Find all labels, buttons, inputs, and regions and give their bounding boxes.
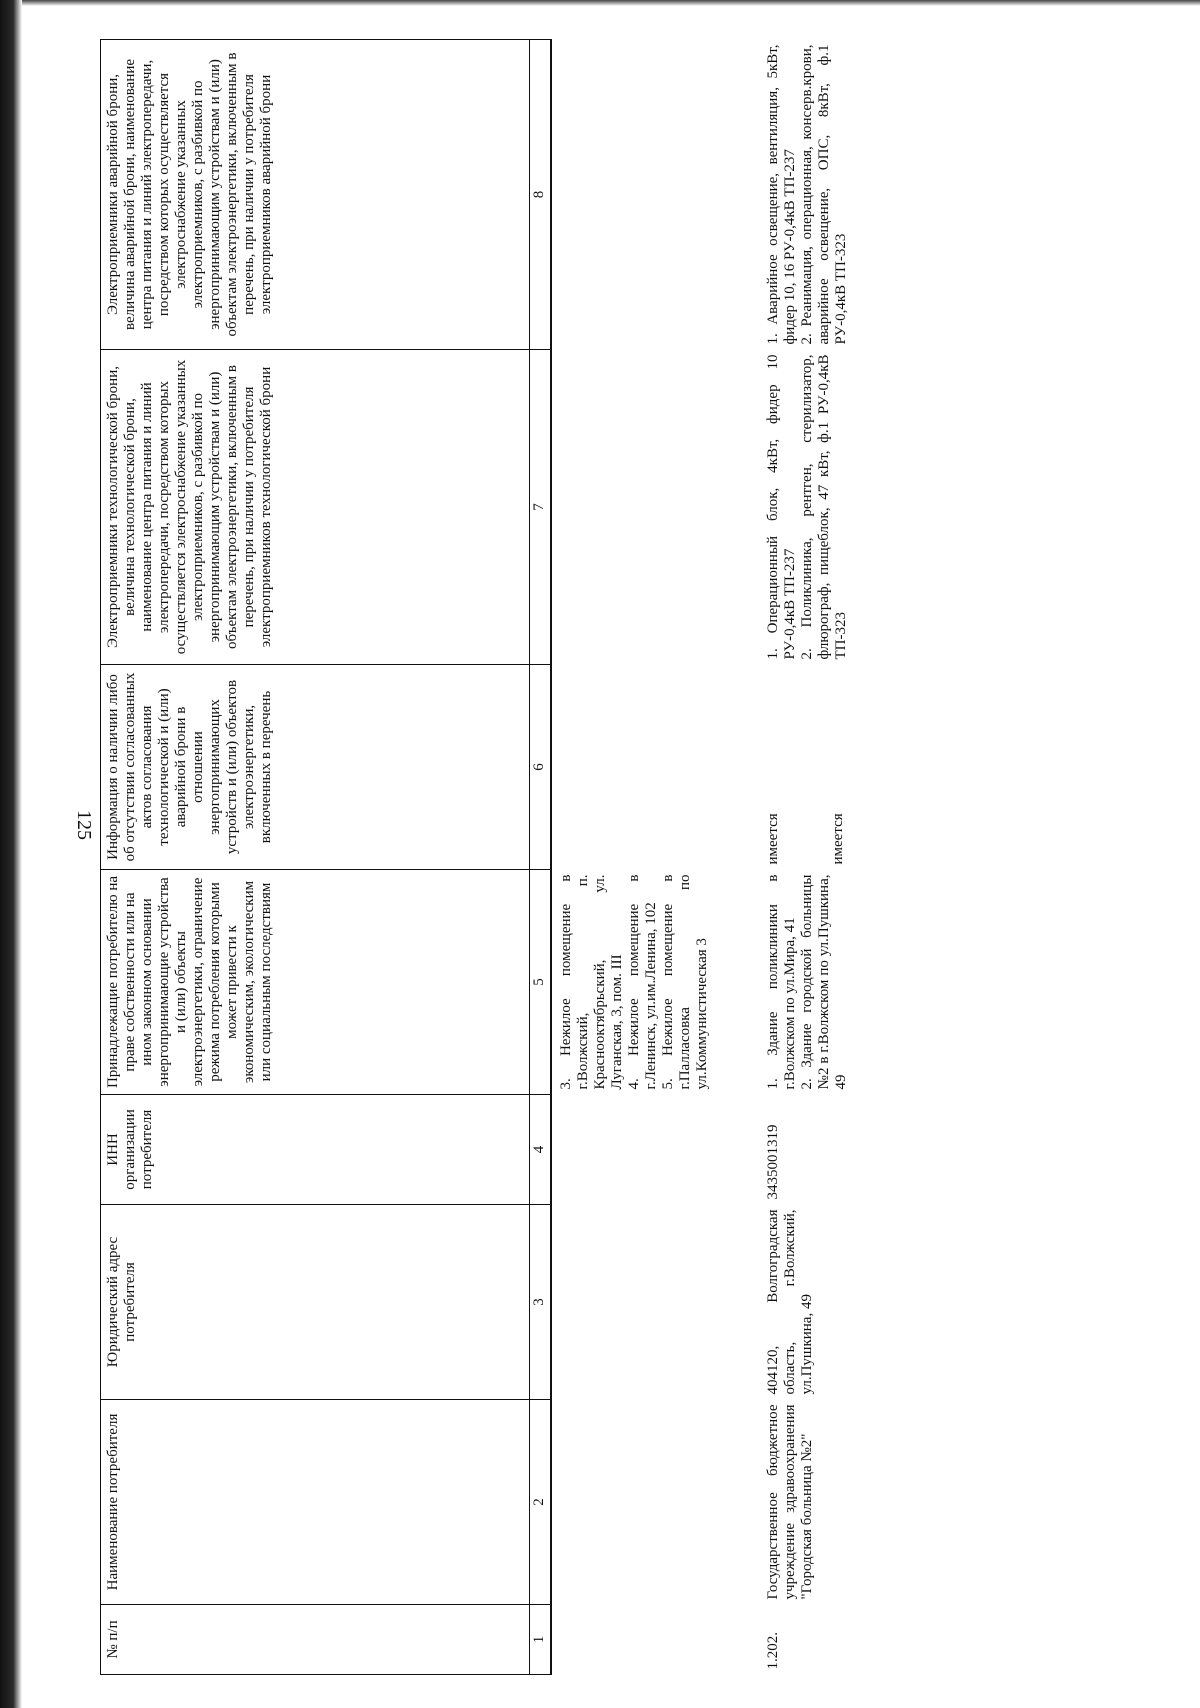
- continuation-item: 5. Нежилое помещение в г.Палласовка по ул.Коммунистическая 3: [660, 874, 710, 1090]
- header-col-4: ИНН организации потребителя: [101, 1095, 530, 1205]
- col-number-1: 1: [530, 1605, 552, 1675]
- tech-reserve-item: 1. Операционный блок, 4кВт, фидер 10 РУ-0,4кВ ТП-237: [765, 354, 798, 660]
- consumer-objects: [761, 870, 854, 1095]
- object-item: 2. Здание городской больницы №2 в г.Волжском по ул.Пушкина, 49: [799, 874, 849, 1090]
- scan-left-edge: [0, 0, 22, 1708]
- continuation-item: 4. Нежилое помещение в г.Ленинск, ул.им.Ленина, 102: [626, 874, 659, 1090]
- col-number-7: 7: [530, 350, 552, 665]
- page-number: 125: [73, 810, 95, 840]
- header-col-2: Наименование потребителя: [101, 1400, 530, 1605]
- header-col-7: Электроприемники технологической брони, величина технологической брони, наименование центра питания и линий электропередачи, посредством которых осуществляется электроснабжение указанных электроприемников, с разбивкой по энергопринимающим устройствам и (или) объектам электроэнергетики, включенным в перечень, при наличии у потребителя электроприемников технологической брони: [101, 350, 530, 665]
- object-item: 1. Здание поликлиники в г.Волжском по ул.Мира, 41: [765, 874, 798, 1090]
- col-number-8: 8: [530, 40, 552, 350]
- consumer-name: Государственное бюджетное учреждение здравоохранения "Городская больница №2": [765, 1404, 815, 1600]
- consumer-table: [100, 39, 854, 1675]
- col-number-5: 5: [530, 870, 552, 1095]
- header-col-8: Электроприемники аварийной брони, величина аварийной брони, наименование центра питания и линий электропередачи, посредством которых осуществляется электроснабжение указанных электроприемников, с разбивкой по энергопринимающим устройствам и (или) объектам электроэнергетики, включенным в перечень, при наличии у потребителя электроприемников аварийной брони: [101, 40, 530, 350]
- col-number-2: 2: [530, 1400, 552, 1605]
- col-number-4: 4: [530, 1095, 552, 1205]
- col-number-3: 3: [530, 1205, 552, 1400]
- tech-reserve: [761, 350, 854, 665]
- consumer-inn: 3435001319: [765, 1124, 781, 1200]
- continuation-item: 3. Нежилое помещение в г.Волжский, п. Краснооктябрьский, ул. Луганская, 3, пом. III: [558, 874, 625, 1090]
- header-col-1: № п/п: [101, 1605, 530, 1675]
- consumer-address: 404120, Волгоградская область, г.Волжский, ул.Пушкина, 49: [765, 1209, 815, 1395]
- header-col-6: Информация о наличии либо об отсутствии согласованных актов согласования технологической и (или) аварийной брони в отношении энергопринимающих устройств и (или) объектов электроэнергетики, включенных в перечень: [101, 665, 530, 870]
- acts-info: [761, 665, 854, 870]
- col-number-6: 6: [530, 665, 552, 870]
- act-status: имеется: [830, 813, 846, 865]
- tech-reserve-item: 2. Поликлиника, рентген, стерилизатор, флюрограф, пищеблок, 47 кВт, ф.1 РУ-0,4кВ ТП-323: [799, 354, 849, 660]
- rotated-table-container: [100, 40, 1165, 1675]
- emergency-reserve-item: 2. Реанимация, операционная, консерв.крови, аварийное освещение, ОПС, 8кВт, ф.1 РУ-0,4кВ ТП-323: [799, 44, 849, 345]
- column-number-row: [530, 40, 552, 1675]
- emergency-reserve-item: 1. Аварийное освещение, вентиляция, 5кВт, фидер 10, 16 РУ-0,4кВ ТП-237: [765, 44, 798, 345]
- header-col-5: Принадлежащие потребителю на праве собственности или на ином законном основании энергопринимающие устройства и (или) объекты электроэнергетики, ограничение режима потребления которыми может привести к экономическим, экологическим или социальным последствиям: [101, 870, 530, 1095]
- emergency-reserve: [761, 40, 854, 350]
- row-number: 1.202.: [765, 1632, 781, 1670]
- act-status: имеется: [765, 813, 781, 865]
- header-col-3: Юридический адрес потребителя: [101, 1205, 530, 1400]
- continuation-row: [551, 40, 761, 1675]
- scan-top-edge: [0, 0, 1200, 6]
- table-row: [761, 40, 854, 1675]
- continuation-objects: [551, 870, 761, 1095]
- header-row: [101, 40, 530, 1675]
